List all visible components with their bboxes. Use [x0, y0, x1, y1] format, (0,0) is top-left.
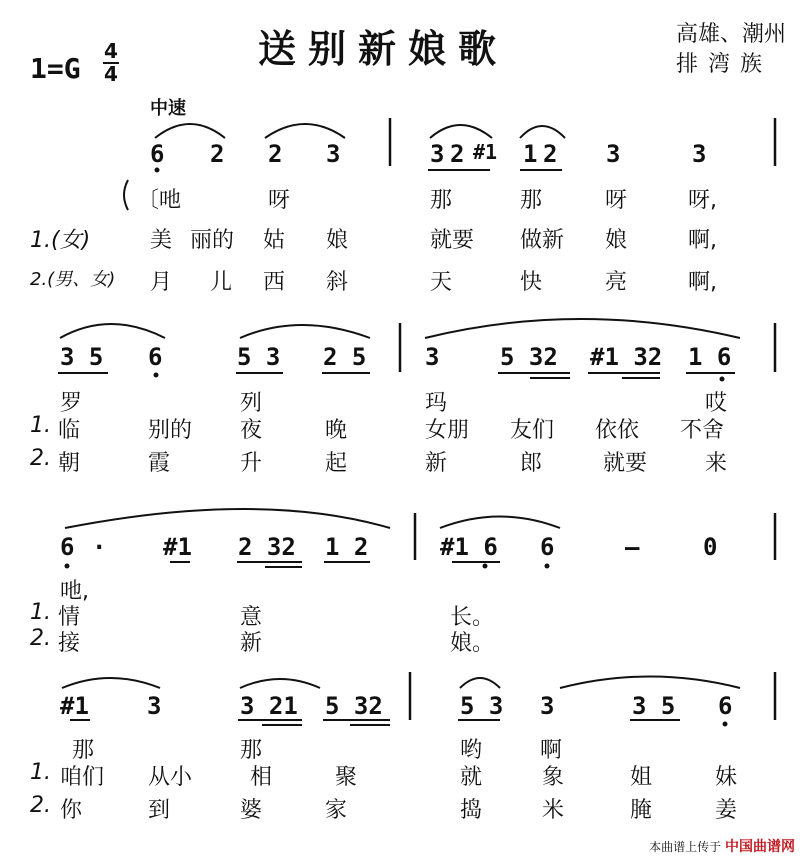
lyric: 来: [705, 451, 728, 476]
lyric: 娘。: [450, 631, 495, 656]
key-signature: 1=G: [30, 52, 81, 85]
lyric: 列: [240, 391, 263, 416]
lyric: 就: [460, 765, 483, 790]
lyric: 那: [520, 188, 543, 213]
verse-number: 1.: [30, 600, 51, 625]
lyric: 相: [250, 765, 273, 790]
lyric: 做新: [520, 228, 565, 253]
site-credit: [649, 836, 795, 856]
slur: [560, 677, 740, 689]
octave-dot: [720, 377, 725, 382]
verse-number: 2.: [30, 626, 51, 651]
note: 1: [523, 140, 538, 168]
note: 6: [540, 533, 555, 561]
lyric: 呀: [268, 188, 291, 213]
lyric: 意: [240, 605, 263, 630]
lyric: 吔,: [60, 579, 89, 604]
lyric-brace: [124, 180, 128, 210]
slur: [60, 324, 165, 338]
note: 3: [326, 140, 341, 168]
lyric: 儿: [210, 270, 233, 295]
origin-line-1: 高雄、潮州: [676, 22, 787, 47]
origin-line-2: 排湾族: [676, 52, 773, 77]
lyric: 哎: [705, 391, 728, 416]
note: #1 32: [590, 343, 663, 371]
note: 1 6: [688, 343, 732, 371]
note: #1: [60, 692, 89, 720]
lyric: 那: [430, 188, 453, 213]
note: 3: [692, 140, 707, 168]
lyric: 象: [542, 765, 565, 790]
rest: 0: [703, 533, 718, 561]
meter-bottom: 4: [104, 62, 118, 86]
note: 2: [210, 140, 225, 168]
slur: [425, 319, 740, 338]
note: 5 32: [325, 692, 383, 720]
lyric: 妹: [715, 765, 738, 790]
lyric: 啊,: [688, 270, 717, 295]
lyric: 霞: [148, 451, 171, 476]
octave-dot: [545, 564, 550, 569]
note: 3: [430, 140, 445, 168]
lyric: 郎: [520, 451, 543, 476]
lyric: 长。: [450, 605, 495, 630]
credit-text: 本曲谱上传于: [649, 840, 722, 854]
lyric: 临: [58, 418, 81, 443]
slur: [520, 126, 565, 138]
lyric: 从小: [148, 765, 193, 790]
note: 6: [60, 533, 75, 561]
note: 3: [425, 343, 440, 371]
lyric: 西: [263, 270, 286, 295]
lyric: 新: [425, 451, 448, 476]
credit-brand: 中国曲谱网: [725, 839, 795, 855]
lyric: 不舍: [680, 418, 725, 443]
lyric: 啊,: [688, 228, 717, 253]
lyric: 夜: [240, 418, 263, 443]
lyric: 依依: [595, 418, 640, 443]
lyric: 朝: [58, 451, 81, 476]
lyric: 那: [72, 738, 95, 763]
verse-number: 2.(男、女): [30, 269, 116, 290]
lyric: 情: [58, 605, 81, 630]
note: 3 5: [632, 692, 676, 720]
lyric: 娘: [605, 228, 628, 253]
lyric: 斜: [326, 270, 349, 295]
lyric: 呀: [605, 188, 628, 213]
verse-number: 1.: [30, 413, 51, 438]
lyric: 美: [150, 228, 173, 253]
lyric: 啊: [540, 738, 563, 763]
lyric: 娘: [326, 228, 349, 253]
meter-top: 4: [104, 39, 118, 63]
note: 2 5: [323, 343, 367, 371]
lyric: 哟: [460, 738, 483, 763]
lyric: 姜: [715, 798, 738, 823]
lyric: 那: [240, 738, 263, 763]
note: #1 6: [440, 533, 498, 561]
lyric: 腌: [630, 798, 653, 823]
lyric: 到: [148, 798, 171, 823]
slur: [65, 509, 390, 528]
note: #1: [163, 533, 192, 561]
slur: [240, 679, 320, 688]
note: 6: [148, 343, 163, 371]
octave-dot: [483, 564, 488, 569]
lyric: 亮: [605, 270, 628, 295]
lyric: 新: [240, 631, 263, 656]
lyric: 就要: [603, 451, 648, 476]
verse-number: 1.(女): [30, 228, 91, 253]
lyric: 起: [325, 451, 348, 476]
lyric: 罗: [60, 391, 83, 416]
slur: [265, 124, 345, 138]
verse-number: 2.: [30, 793, 51, 818]
verse-number: 1.: [30, 760, 51, 785]
note: 2 32: [238, 533, 296, 561]
lyric: 你: [60, 798, 83, 823]
dash: –: [625, 533, 640, 561]
note: 5 3: [237, 343, 281, 371]
note: 3: [540, 692, 555, 720]
slur: [430, 125, 492, 138]
lyric: 捣: [460, 798, 483, 823]
lyric: 姐: [630, 765, 653, 790]
slur: [460, 678, 500, 688]
note: 5 32: [500, 343, 558, 371]
lyric: 米: [542, 798, 565, 823]
lyric: 姑: [263, 228, 286, 253]
slur: [440, 517, 560, 529]
lyric: 家: [325, 798, 348, 823]
tempo-mark: 中速: [150, 98, 186, 119]
lyric: 玛: [425, 391, 448, 416]
note: 2: [450, 140, 465, 168]
lyric: 聚: [335, 765, 358, 790]
lyric: 月: [150, 270, 173, 295]
note: #1: [473, 140, 498, 164]
lyric: 丽的: [190, 228, 235, 253]
lyric: 呀,: [688, 188, 717, 213]
note: 3: [606, 140, 621, 168]
lyric: 接: [58, 631, 81, 656]
lyric: 天: [430, 270, 453, 295]
lyric: 升: [240, 451, 263, 476]
note: 2: [268, 140, 283, 168]
verse-number: 2.: [30, 446, 51, 471]
octave-dot: [65, 564, 70, 569]
slur: [240, 325, 370, 338]
lyric: 女朋: [425, 418, 470, 443]
slur: [155, 124, 225, 138]
slur: [62, 678, 160, 688]
note: 2: [543, 140, 558, 168]
note: 5 3: [460, 692, 504, 720]
note: 1 2: [325, 533, 369, 561]
song-title: 送别新娘歌: [258, 26, 509, 71]
octave-dot: [155, 168, 160, 173]
dot: ·: [92, 533, 107, 561]
note: 3 5: [60, 343, 104, 371]
lyric: 别的: [148, 418, 193, 443]
note: 6: [150, 140, 165, 168]
lyric: 就要: [430, 228, 475, 253]
note: 3 21: [240, 692, 298, 720]
lyric: 友们: [510, 418, 555, 443]
octave-dot: [154, 373, 159, 378]
lyric: 婆: [240, 798, 263, 823]
note: 6: [718, 692, 733, 720]
lyric: 晚: [325, 418, 348, 443]
lyric: 快: [520, 270, 543, 295]
lyric: 咱们: [60, 765, 105, 790]
note: 3: [147, 692, 162, 720]
octave-dot: [723, 722, 728, 727]
lyric: 〔吔: [137, 188, 182, 213]
